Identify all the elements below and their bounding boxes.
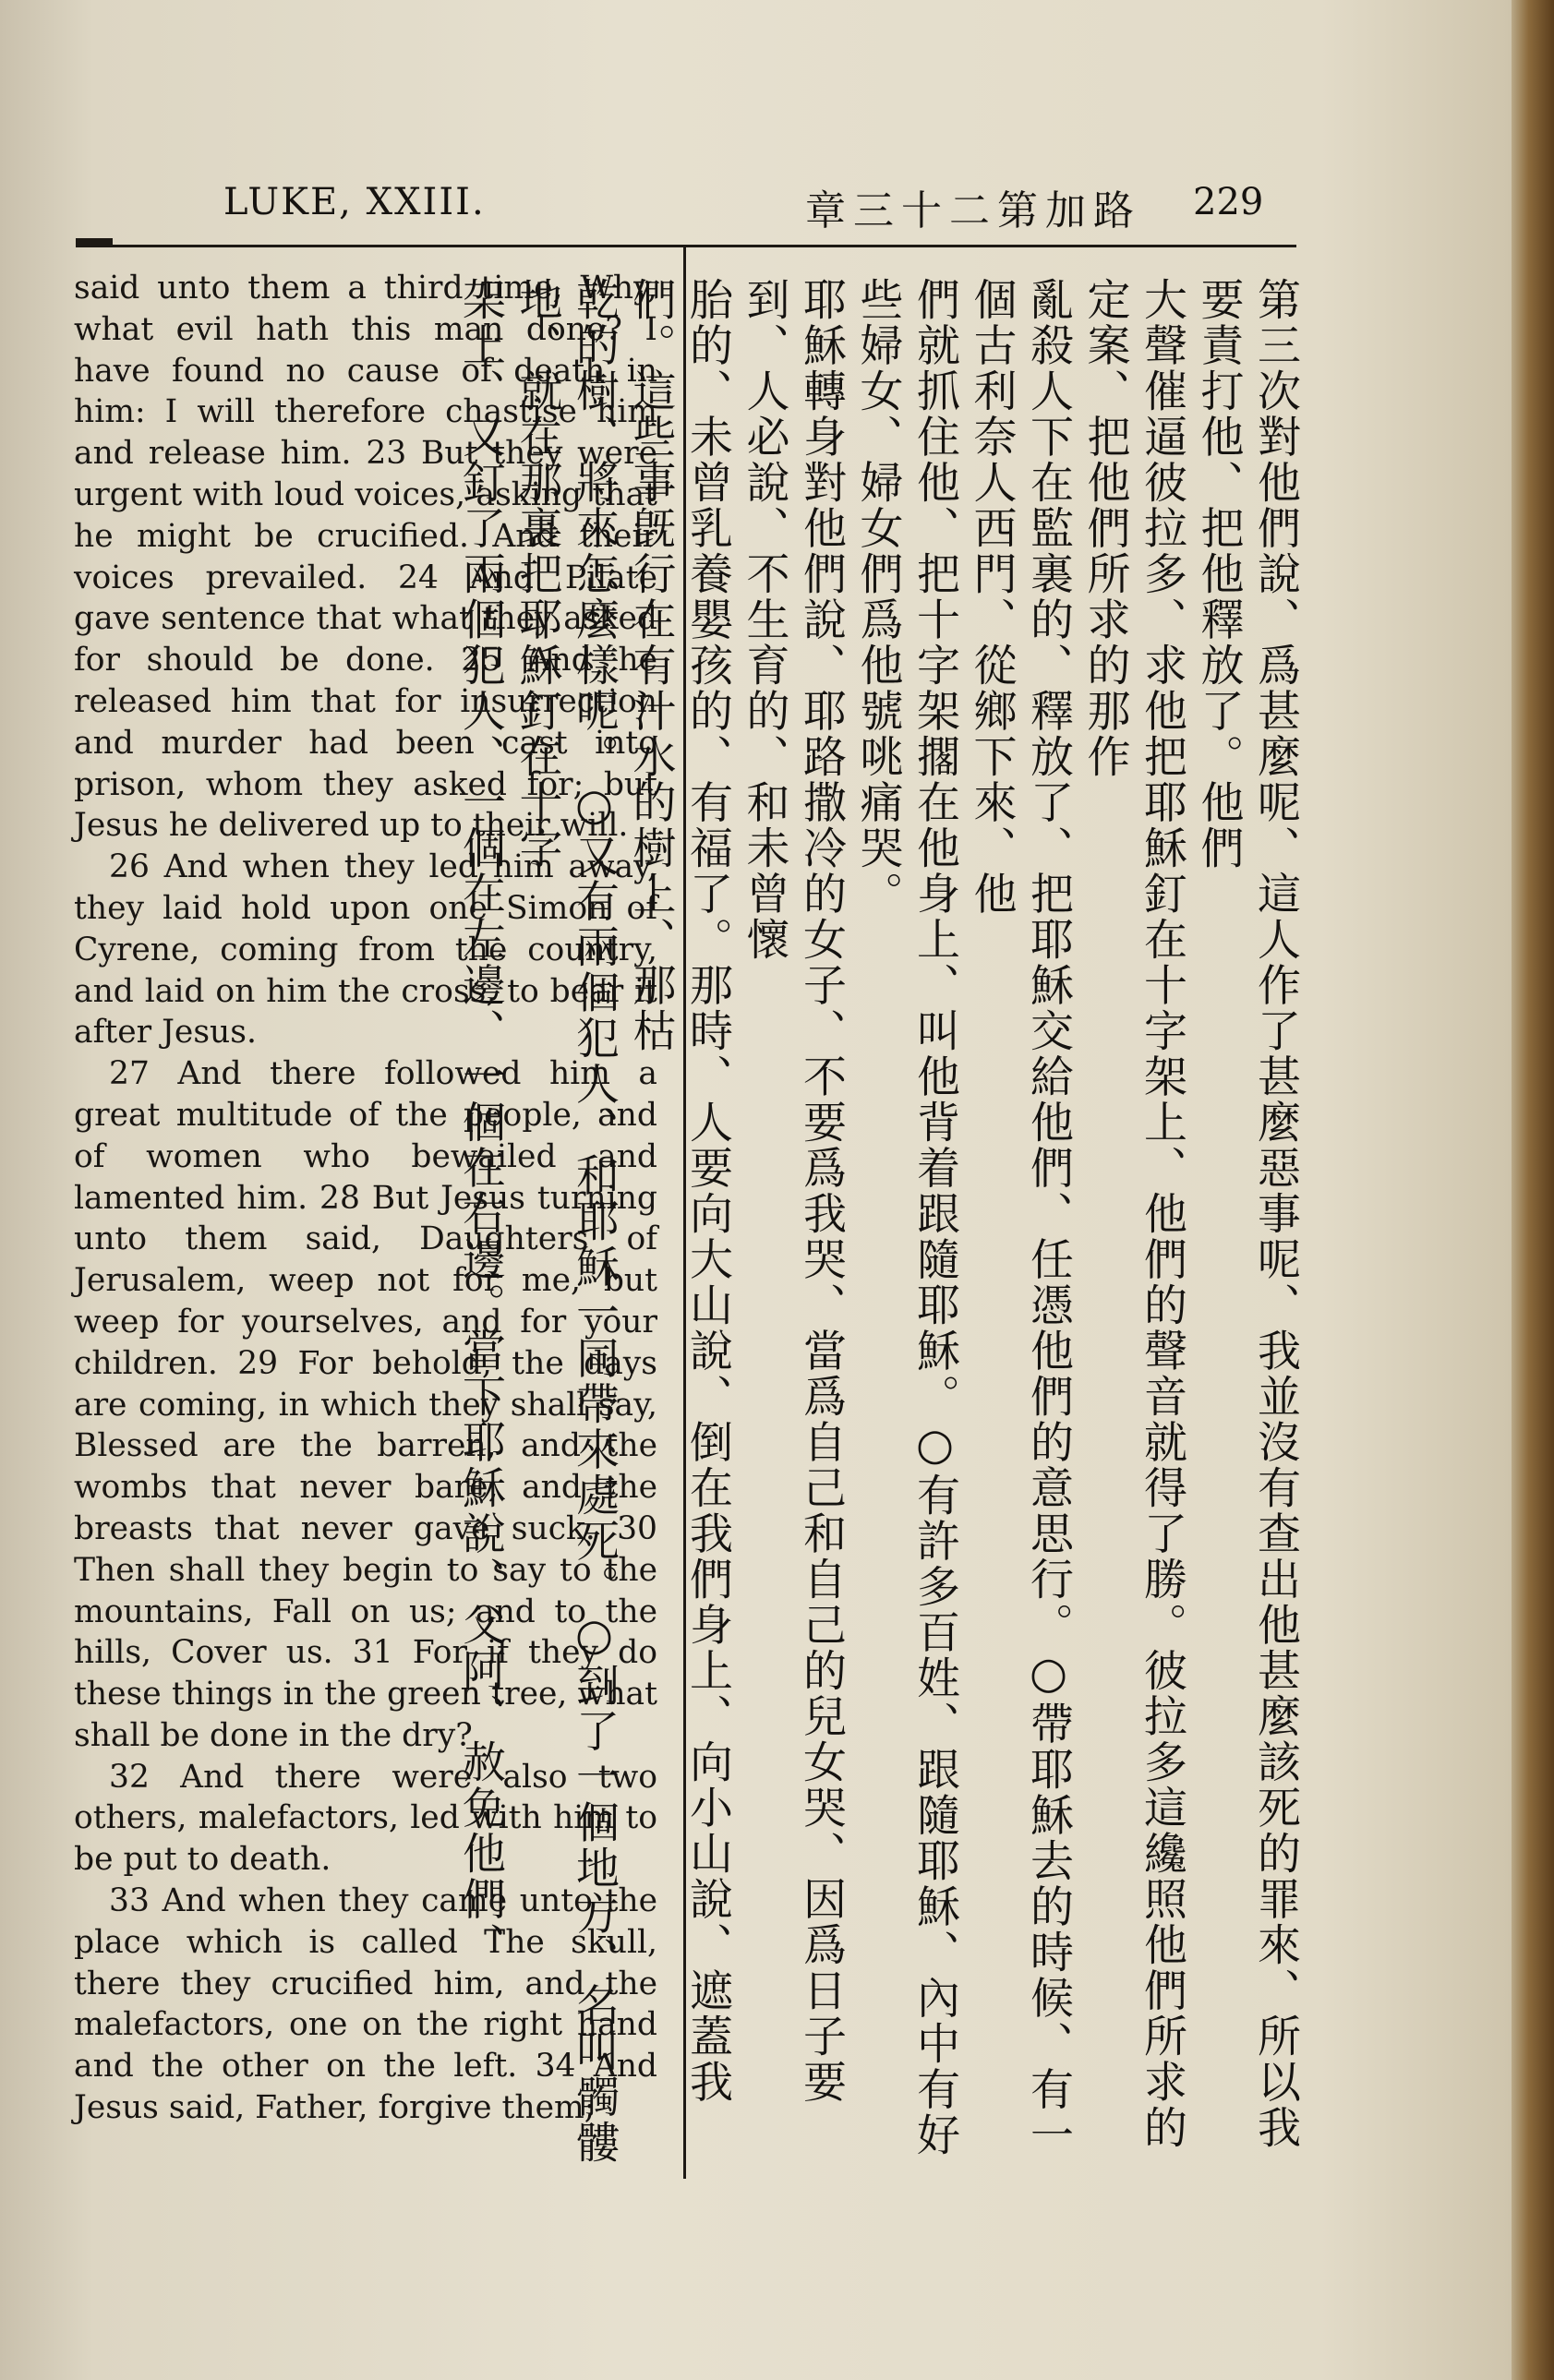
page-edge <box>1512 0 1554 2380</box>
english-paragraph: 33 And when they came unto the place which is called The skull, there they crucified him, and the malefactors, one on the right hand and the other on the left. 34 And Jesus said, Father, forgive them; <box>74 1882 657 2127</box>
chinese-line: 第三次對他們說、爲甚麼呢、這人作了甚麼惡事呢、我並沒有查出他甚麼該死的罪來、所以我要責打他、把他釋放了。他們 <box>1193 277 1301 2151</box>
chinese-line: 耶穌轉身對他們說、耶路撒冷的女子、不要爲我哭、當爲自己和自己的兒女哭、因爲日子要到、人必說、不生育的、和未曾懷 <box>739 277 847 2105</box>
english-paragraph: 27 And there followed him a great multitude of the people, and of women who bewailed and lamented him. 28 But Jesus turning unto them said, Daughters of Jerusalem, weep not for me, but weep for yourselves, and for your children. 29 For behold, the days are coming, in which they shall say, Blessed are the barren, and the wombs that never bare, and the breasts that never gave suck. 30 Then shall they begin to say to the mountains, Fall on us; and to the hills, Cover us. 31 For if they do these things in the green tree, what shall be done in the dry? <box>74 1055 657 1754</box>
english-paragraph: 32 And there were also two others, malefactors, led with him to be put to death. <box>74 1758 657 1879</box>
chinese-line: 乾的樹、將來怎麼樣呢。○又有兩個犯人、和耶穌一同帶來處死。○到了一個地方、名叫髑髏地、就在那裏把耶穌釘在十字 <box>512 277 620 2166</box>
header-rule <box>76 245 1296 247</box>
chinese-line: 大聲催逼彼拉多、求他把耶穌釘在十字架上、他們的聲音就得了勝。彼拉多這纔照他們所求的定案、把他們所求的那作 <box>1079 277 1187 2151</box>
chapter-heading-chinese: 章三十二第加路 <box>805 187 1141 234</box>
english-paragraph: said unto them a third time, Why, what evil hath this man done? I have found no cause of death in him: I will therefore chastise him and release him. 23 But they were urgent with loud voices, asking that he might be crucified. And their voices prevailed. 24 And Pilate gave sentence that what they asked for should be done. 25 And he released him that for insurrection and murder had been cast into prison, whom they asked for; but Jesus he delivered up to their will. <box>74 270 657 845</box>
chinese-line: 胎的、未曾乳養嬰孩的、有福了。那時、人要向大山說、倒在我們身上、向小山說、遮蓋我們。這些事旣行在有汁水的樹上、那枯 <box>625 277 733 2105</box>
chinese-text-column <box>455 277 1304 2170</box>
chinese-line: 們就抓住他、把十字架擱在他身上、叫他背着跟隨耶穌。○有許多百姓、跟隨耶穌、內中有好些婦女、婦女們爲他號咷痛哭。 <box>852 277 960 2158</box>
chinese-line: 亂殺人下在監裏的、釋放了、把耶穌交給他們、任憑他們的意思行。○帶耶穌去的時候、有一個古利奈人西門、從鄉下來、他 <box>966 277 1074 2158</box>
english-paragraph: 26 And when they led him away, they laid hold upon one Simon of Cyrene, coming from the country, and laid on him the cross, to bear it after Jesus. <box>74 848 657 1052</box>
chinese-line: 架上、又釘了兩個犯人、一個在左邊、一個在右邊。當下耶穌說、父阿、赦免他們、 <box>455 277 506 1968</box>
page-header <box>76 174 1295 238</box>
running-head: LUKE, XXIII. <box>223 181 486 223</box>
page-number: 229 <box>1193 181 1264 223</box>
